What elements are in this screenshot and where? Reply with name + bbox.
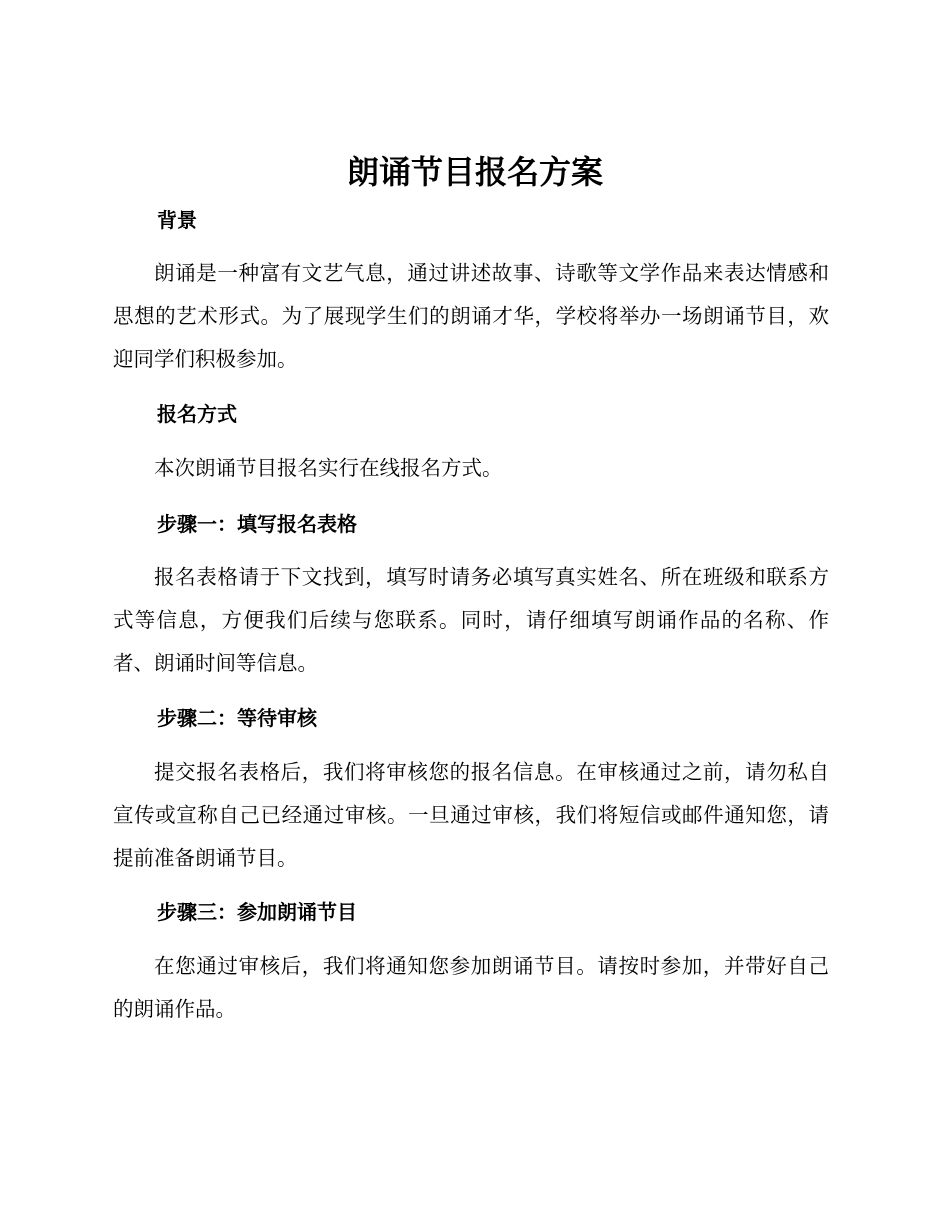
section-heading-step-three: 步骤三：参加朗诵节目	[157, 900, 357, 924]
section-text-step-one: 报名表格请于下文找到，填写时请务必填写真实姓名、所在班级和联系方式等信息，方便我们后续与您联系。同时，请仔细填写朗诵作品的名称、作者、朗诵时间等信息。	[113, 565, 829, 675]
section-text-step-three: 在您通过审核后，我们将通知您参加朗诵节目。请按时参加，并带好自己的朗诵作品。	[113, 954, 829, 1021]
section-heading-background: 背景	[157, 208, 197, 232]
document-title: 朗诵节目报名方案	[346, 153, 603, 191]
section-heading-step-one: 步骤一：填写报名表格	[157, 512, 357, 536]
section-text-background: 朗诵是一种富有文艺气息，通过讲述故事、诗歌等文学作品来表达情感和思想的艺术形式。为了展现学生们的朗诵才华，学校将举办一场朗诵节目，欢迎同学们积极参加。	[113, 261, 829, 371]
section-text-registration-method: 本次朗诵节目报名实行在线报名方式。	[154, 456, 503, 480]
section-heading-step-two: 步骤二：等待审核	[157, 706, 317, 730]
section-heading-registration-method: 报名方式	[157, 402, 237, 426]
section-text-step-two: 提交报名表格后，我们将审核您的报名信息。在审核通过之前，请勿私自宣传或宣称自己已经通过审核。一旦通过审核，我们将短信或邮件通知您，请提前准备朗诵节目。	[113, 760, 829, 870]
